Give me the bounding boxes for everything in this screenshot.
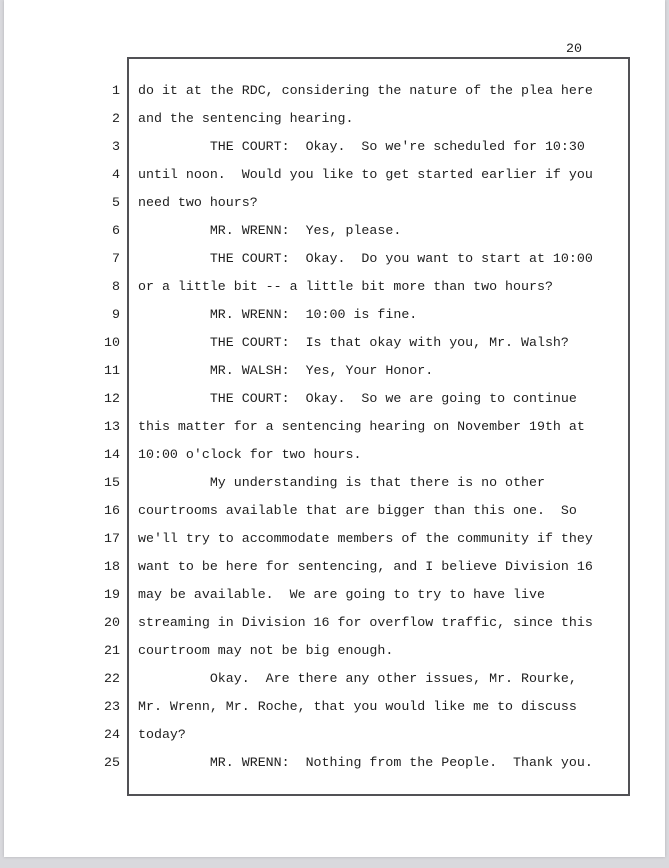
line-number: 3 — [112, 139, 120, 154]
line-number: 19 — [104, 587, 120, 602]
transcript-line: until noon. Would you like to get started earlier if you — [138, 167, 593, 182]
transcript-border-box — [127, 57, 630, 796]
transcript-line: do it at the RDC, considering the nature of the plea here — [138, 83, 593, 98]
transcript-line: THE COURT: Okay. So we are going to continue — [138, 391, 577, 406]
line-number: 13 — [104, 419, 120, 434]
line-number: 17 — [104, 531, 120, 546]
line-number: 11 — [104, 363, 120, 378]
transcript-line: THE COURT: Okay. So we're scheduled for 10:30 — [138, 139, 585, 154]
transcript-line: My understanding is that there is no other — [138, 475, 545, 490]
line-number: 12 — [104, 391, 120, 406]
line-number: 8 — [112, 279, 120, 294]
transcript-line: this matter for a sentencing hearing on November 19th at — [138, 419, 585, 434]
transcript-line: courtroom may not be big enough. — [138, 643, 394, 658]
line-number: 21 — [104, 643, 120, 658]
transcript-line: MR. WRENN: Yes, please. — [138, 223, 402, 238]
line-number: 22 — [104, 671, 120, 686]
transcript-line: we'll try to accommodate members of the community if they — [138, 531, 593, 546]
transcript-line: streaming in Division 16 for overflow traffic, since this — [138, 615, 593, 630]
document-page — [4, 0, 665, 857]
transcript-text-column — [138, 77, 626, 777]
transcript-line: need two hours? — [138, 195, 258, 210]
transcript-line: courtrooms available that are bigger than this one. So — [138, 503, 577, 518]
page-number: 20 — [566, 41, 582, 56]
line-number: 9 — [112, 307, 120, 322]
transcript-line: MR. WRENN: 10:00 is fine. — [138, 307, 418, 322]
transcript-line: and the sentencing hearing. — [138, 111, 354, 126]
line-number: 1 — [112, 83, 120, 98]
line-number: 7 — [112, 251, 120, 266]
transcript-line: today? — [138, 727, 186, 742]
line-number: 23 — [104, 699, 120, 714]
transcript-line: THE COURT: Okay. Do you want to start at 10:00 — [138, 251, 593, 266]
line-number: 2 — [112, 111, 120, 126]
transcript-line: THE COURT: Is that okay with you, Mr. Walsh? — [138, 335, 569, 350]
line-number-column — [60, 77, 120, 777]
line-number: 16 — [104, 503, 120, 518]
line-number: 25 — [104, 755, 120, 770]
transcript-line: want to be here for sentencing, and I believe Division 16 — [138, 559, 593, 574]
transcript-line: may be available. We are going to try to have live — [138, 587, 545, 602]
transcript-line: MR. WALSH: Yes, Your Honor. — [138, 363, 434, 378]
line-number: 14 — [104, 447, 120, 462]
transcript-line: MR. WRENN: Nothing from the People. Thank you. — [138, 755, 593, 770]
line-number: 18 — [104, 559, 120, 574]
transcript-line: Okay. Are there any other issues, Mr. Rourke, — [138, 671, 577, 686]
line-number: 20 — [104, 615, 120, 630]
line-number: 6 — [112, 223, 120, 238]
line-number: 10 — [104, 335, 120, 350]
line-number: 24 — [104, 727, 120, 742]
transcript-line: or a little bit -- a little bit more than two hours? — [138, 279, 553, 294]
line-number: 5 — [112, 195, 120, 210]
line-number: 4 — [112, 167, 120, 182]
transcript-line: 10:00 o'clock for two hours. — [138, 447, 362, 462]
transcript-line: Mr. Wrenn, Mr. Roche, that you would like me to discuss — [138, 699, 577, 714]
line-number: 15 — [104, 475, 120, 490]
